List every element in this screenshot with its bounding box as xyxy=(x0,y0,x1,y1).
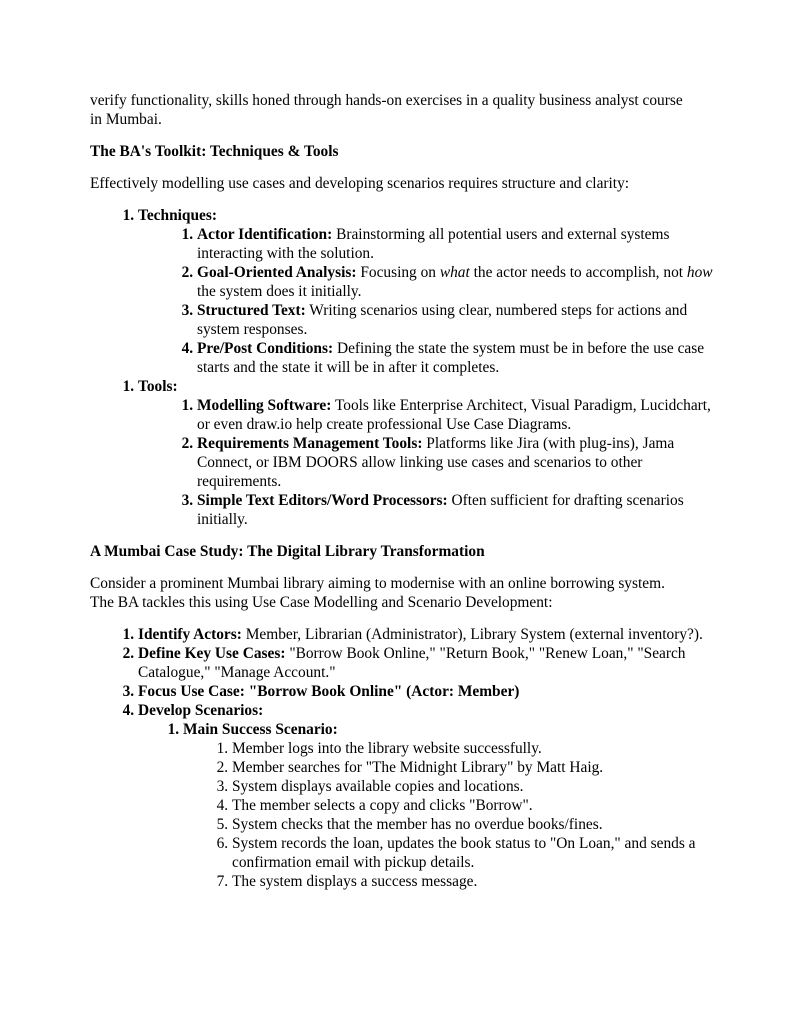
tool-description: Tools like Enterprise Architect, Visual Paradigm, Lucidchart, or even draw.io help create professional Use Case Diagrams. xyxy=(197,397,711,433)
tool-item-modelling-software xyxy=(197,396,727,434)
tools-label: Tools: xyxy=(138,378,178,395)
scenario-step xyxy=(232,796,727,815)
tool-term: Modelling Software: xyxy=(197,397,332,414)
technique-term: Goal-Oriented Analysis: xyxy=(197,264,357,281)
tool-description: Often sufficient for drafting scenarios initially. xyxy=(197,492,684,528)
case-step-description: "Borrow Book Online," "Return Book," "Renew Loan," "Search Catalogue," "Manage Account." xyxy=(138,645,686,681)
scenario-step xyxy=(232,758,727,777)
main-success-scenario-label: Main Success Scenario: xyxy=(183,721,338,738)
case-step-develop-scenarios xyxy=(138,701,727,891)
case-step-identify-actors xyxy=(138,625,727,644)
scenario-step-text: The member selects a copy and clicks "Borrow". xyxy=(232,797,533,814)
case-step-description: Member, Librarian (Administrator), Library System (external inventory?). xyxy=(241,626,703,643)
technique-description: the system does it initially. xyxy=(197,283,362,300)
tools-list xyxy=(90,377,727,529)
tool-term: Requirements Management Tools: xyxy=(197,435,423,452)
case-step-define-use-cases xyxy=(138,644,727,682)
technique-description: Focusing on xyxy=(356,264,440,281)
paragraph-course-intro xyxy=(90,91,727,129)
case-step-term: Focus Use Case: "Borrow Book Online" (Actor: Member) xyxy=(138,683,520,700)
technique-term: Pre/Post Conditions: xyxy=(197,340,334,357)
scenario-step-text: System records the loan, updates the book status to "On Loan," and sends a confirmation email with pickup details. xyxy=(232,835,696,871)
scenario-step xyxy=(232,777,727,796)
technique-description: Brainstorming all potential users and external systems interacting with the solution. xyxy=(197,226,670,262)
scenario-step-text: The system displays a success message. xyxy=(232,873,478,890)
tool-item-requirements-management xyxy=(197,434,727,491)
scenario-step xyxy=(232,815,727,834)
heading-ba-toolkit: The BA's Toolkit: Techniques & Tools xyxy=(90,143,339,160)
techniques-item xyxy=(138,206,727,377)
scenario-step-text: Member logs into the library website successfully. xyxy=(232,740,542,757)
tool-description: Platforms like Jira (with plug-ins), Jama Connect, or IBM DOORS allow linking use cases and scenarios to other requirements. xyxy=(197,435,675,490)
technique-item-goal-oriented-analysis xyxy=(197,263,727,301)
heading-case-study: A Mumbai Case Study: The Digital Library Transformation xyxy=(90,543,485,560)
scenario-step xyxy=(232,739,727,758)
techniques-label: Techniques: xyxy=(138,207,217,224)
scenario-step-text: System displays available copies and locations. xyxy=(232,778,524,795)
scenario-list xyxy=(138,720,727,891)
technique-description: Defining the state the system must be in before the use case starts and the state it will be in after it completes. xyxy=(197,340,705,376)
paragraph-line: verify functionality, skills honed through hands-on exercises in a quality business analyst course xyxy=(90,92,683,109)
techniques-sublist xyxy=(138,225,727,377)
tools-sublist xyxy=(138,396,727,529)
tool-item-text-editors xyxy=(197,491,727,529)
paragraph-line: The BA tackles this using Use Case Modelling and Scenario Development: xyxy=(90,594,553,611)
technique-item-actor-identification xyxy=(197,225,727,263)
scenario-step-text: System checks that the member has no overdue books/fines. xyxy=(232,816,603,833)
tools-item xyxy=(138,377,727,529)
scenario-step xyxy=(232,834,727,872)
tool-term: Simple Text Editors/Word Processors: xyxy=(197,492,448,509)
case-step-term: Develop Scenarios: xyxy=(138,702,264,719)
case-step-focus-use-case xyxy=(138,682,727,701)
paragraph-line: in Mumbai. xyxy=(90,111,162,128)
case-step-term: Define Key Use Cases: xyxy=(138,645,286,662)
technique-item-structured-text xyxy=(197,301,727,339)
techniques-list xyxy=(90,206,727,377)
technique-term: Structured Text: xyxy=(197,302,306,319)
main-success-scenario-item xyxy=(183,720,727,891)
case-steps-list xyxy=(90,625,727,891)
paragraph-toolkit-intro: Effectively modelling use cases and developing scenarios requires structure and clarity: xyxy=(90,175,630,192)
technique-item-pre-post-conditions xyxy=(197,339,727,377)
technique-description: the actor needs to accomplish, not xyxy=(469,264,687,281)
italic-what: what xyxy=(439,264,470,281)
technique-description: Writing scenarios using clear, numbered steps for actions and system responses. xyxy=(197,302,688,338)
scenario-steps-list xyxy=(183,739,727,891)
technique-term: Actor Identification: xyxy=(197,226,333,243)
italic-how: how xyxy=(686,264,713,281)
paragraph-line: Consider a prominent Mumbai library aiming to modernise with an online borrowing system. xyxy=(90,575,665,592)
scenario-step xyxy=(232,872,727,891)
scenario-step-text: Member searches for "The Midnight Library" by Matt Haig. xyxy=(232,759,604,776)
paragraph-case-intro xyxy=(90,574,727,612)
case-step-term: Identify Actors: xyxy=(138,626,242,643)
